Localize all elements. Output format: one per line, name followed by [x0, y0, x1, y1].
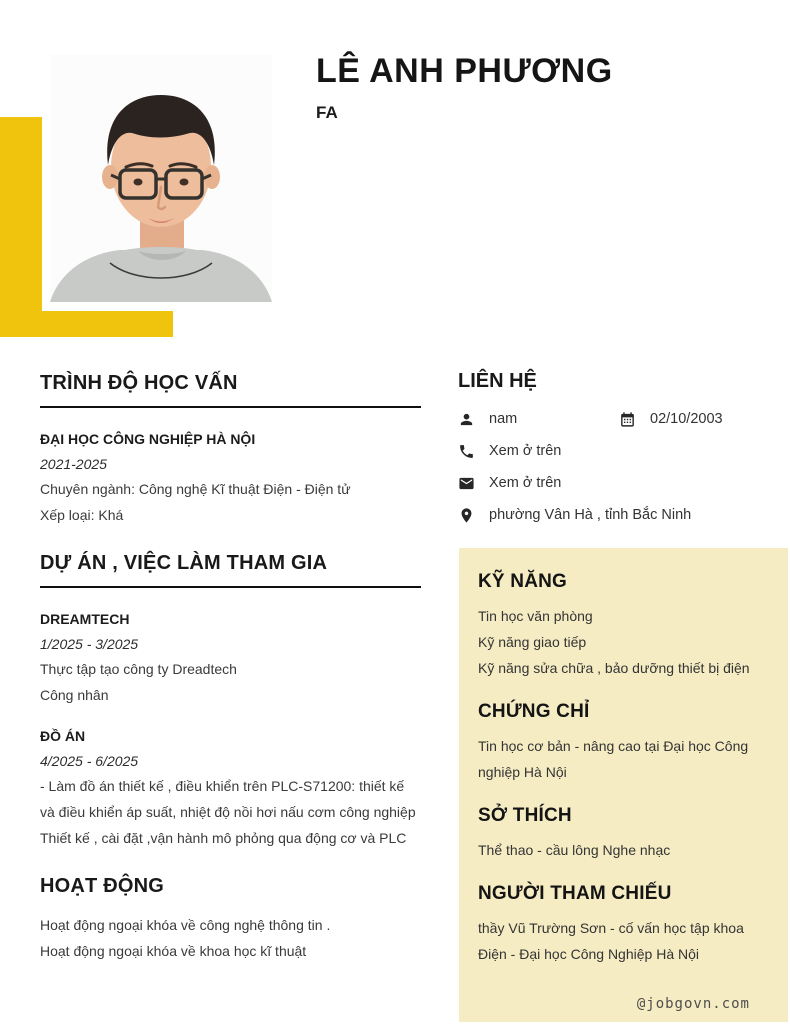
- address-value: phường Vân Hà , tỉnh Bắc Ninh: [489, 507, 692, 523]
- activities-heading: HOẠT ĐỘNG: [40, 875, 165, 897]
- certificates-heading: CHỨNG CHỈ: [478, 701, 590, 722]
- section-education: [40, 372, 421, 528]
- section-activities: [40, 875, 421, 964]
- certificate-text: Tin học cơ bản - nâng cao tại Đại học Công nghiệp Hà Nội: [478, 738, 749, 780]
- skill-item: Tin học văn phòng: [478, 608, 593, 624]
- reference-text: thầy Vũ Trường Sơn - cố vấn học tập khoa Điện - Đại học Công Nghiệp Hà Nội: [478, 920, 744, 962]
- location-icon: [458, 507, 475, 524]
- education-period: 2021-2025: [40, 456, 107, 472]
- education-grade: Xếp loại: Khá: [40, 507, 124, 523]
- contact-row-address: [458, 499, 788, 531]
- profile-photo: [50, 55, 272, 302]
- skills-heading: KỸ NĂNG: [478, 571, 568, 592]
- school-name: ĐẠI HỌC CÔNG NGHIỆP HÀ NỘI: [40, 431, 256, 447]
- accent-bar-horizontal: [0, 311, 173, 337]
- contact-row-gender-birthday: [458, 403, 788, 435]
- projects-heading: DỰ ÁN , VIỆC LÀM THAM GIA: [40, 552, 421, 588]
- contact-section: [458, 370, 788, 531]
- section-projects: [40, 552, 421, 851]
- calendar-icon: [619, 411, 636, 428]
- references-heading: NGƯỜI THAM CHIẾU: [478, 883, 672, 904]
- main-column: [40, 372, 421, 988]
- birthday-value: 02/10/2003: [650, 411, 723, 427]
- project-entry: [40, 599, 421, 708]
- project-line: - Làm đồ án thiết kế , điều khiển trên PLC-S71200: thiết kế và điều khiển áp suất, nhiệt độ nồi hơi nấu cơm công nghiệp: [40, 778, 416, 820]
- side-panel: [459, 548, 788, 1022]
- project-title: DREAMTECH: [40, 611, 130, 627]
- accent-bar-vertical: [0, 117, 42, 337]
- gender-value: nam: [489, 411, 518, 427]
- project-period: 4/2025 - 6/2025: [40, 753, 139, 769]
- watermark: @jobgovn.com: [636, 996, 750, 1012]
- contact-row-email: [458, 467, 788, 499]
- project-title: ĐỒ ÁN: [40, 728, 86, 744]
- contact-heading: LIÊN HỆ: [458, 370, 537, 392]
- person-job-title: FA: [316, 103, 338, 123]
- project-line: Thực tập tạo công ty Dreadtech: [40, 661, 237, 677]
- person-icon: [458, 411, 475, 428]
- hobbies-text: Thể thao - cầu lông Nghe nhạc: [478, 842, 671, 858]
- project-period: 1/2025 - 3/2025: [40, 636, 139, 652]
- phone-value: Xem ở trên: [489, 443, 562, 459]
- education-major: Chuyên ngành: Công nghệ Kĩ thuật Điện - Điện tử: [40, 481, 351, 497]
- email-value: Xem ở trên: [489, 475, 562, 491]
- header: [316, 52, 756, 123]
- phone-icon: [458, 443, 475, 460]
- portrait-illustration: [50, 55, 272, 302]
- contact-row-phone: [458, 435, 788, 467]
- activity-line: Hoạt động ngoại khóa về công nghệ thông tin .: [40, 917, 331, 933]
- skill-item: Kỹ năng sửa chữa , bảo dưỡng thiết bị điện: [478, 660, 750, 676]
- project-entry: [40, 708, 421, 851]
- activity-line: Hoạt động ngoại khóa về khoa học kĩ thuật: [40, 943, 307, 959]
- person-name: LÊ ANH PHƯƠNG: [316, 52, 613, 90]
- education-heading: TRÌNH ĐỘ HỌC VẤN: [40, 372, 421, 408]
- education-entry: [40, 419, 421, 528]
- email-icon: [458, 475, 475, 492]
- hobbies-heading: SỞ THÍCH: [478, 805, 572, 826]
- project-line: Công nhân: [40, 687, 109, 703]
- project-line: Thiết kế , cài đặt ,vận hành mô phỏng qua động cơ và PLC: [40, 830, 407, 846]
- skill-item: Kỹ năng giao tiếp: [478, 634, 587, 650]
